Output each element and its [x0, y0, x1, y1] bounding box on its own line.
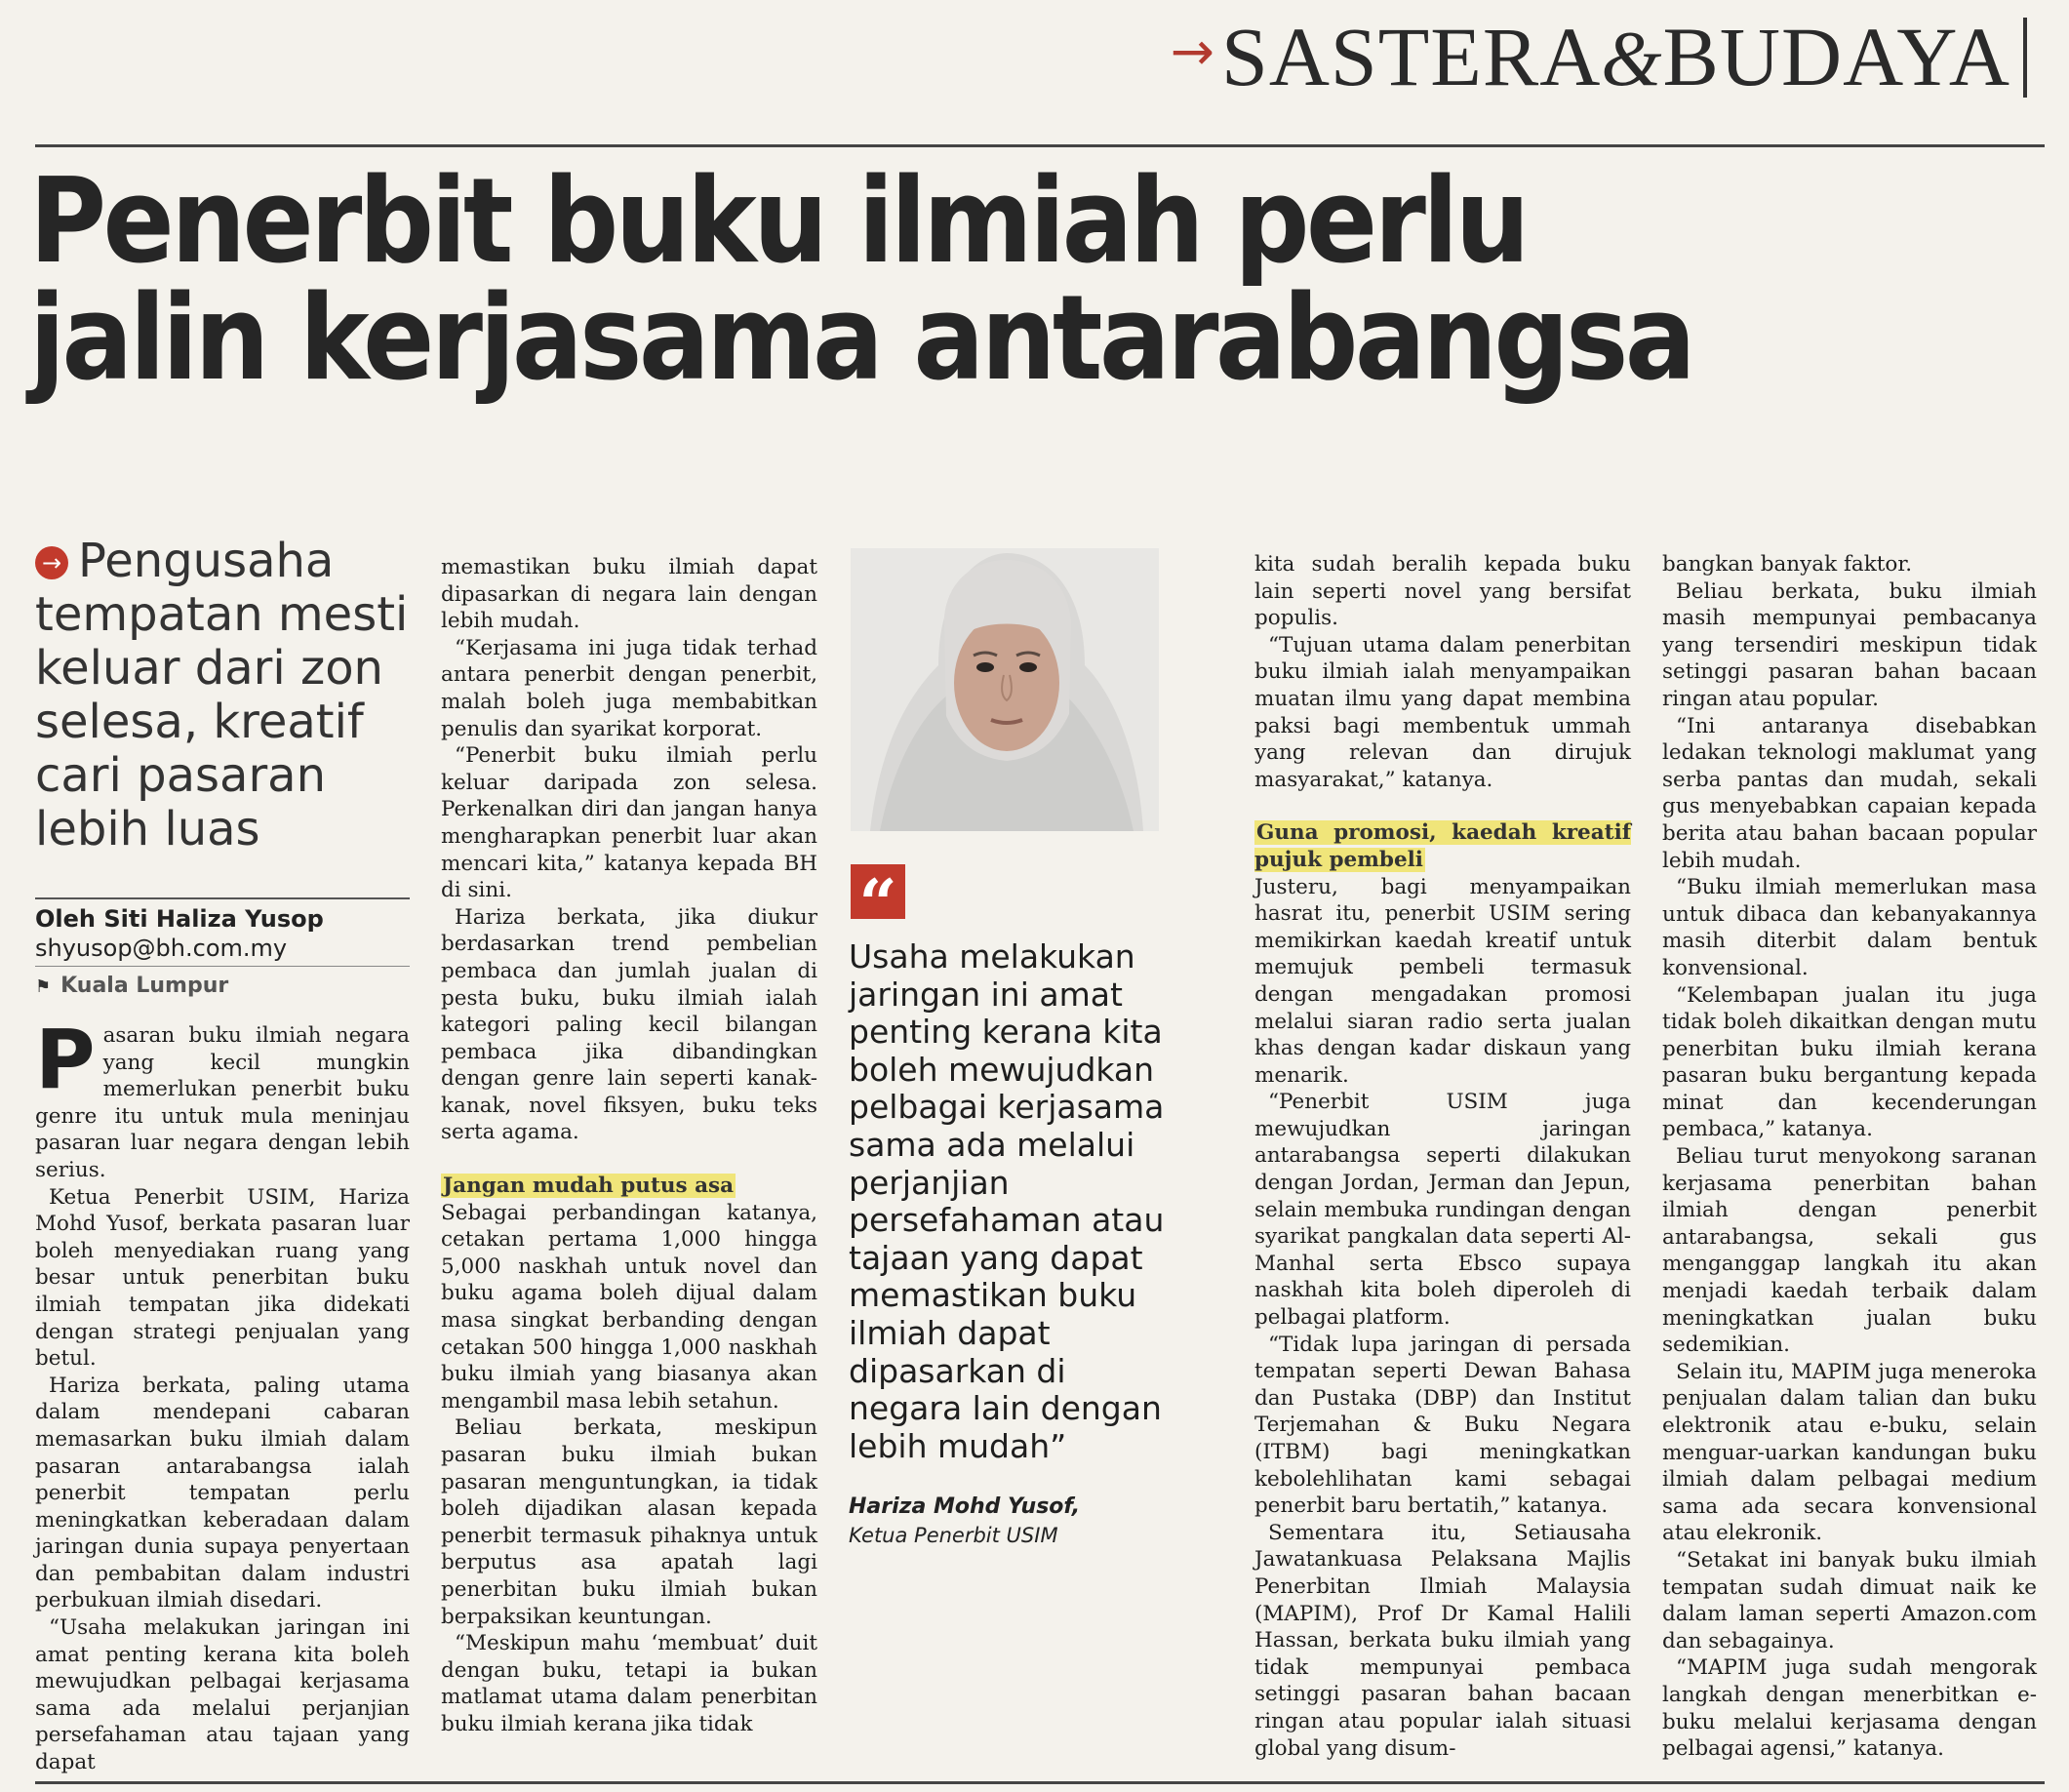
- flag-icon: ⚑: [35, 976, 52, 997]
- pull-quote-attribution-name: Hariza Mohd Yusof,: [849, 1494, 1081, 1519]
- paragraph: memastikan buku ilmiah dapat dipasarkan di negara lain dengan lebih mudah.: [441, 555, 817, 634]
- subheading-text: Guna promosi, kaedah kreatif pujuk pembeli: [1254, 820, 1631, 872]
- arrow-circle-icon: →: [35, 546, 68, 579]
- paragraph: kita sudah beralih kepada buku lain seperti novel yang bersifat populis.: [1254, 552, 1631, 631]
- section-name-right: BUDAYA: [1662, 10, 2010, 103]
- paragraph: “Usaha melakukan jaringan ini amat penting kerana kita boleh mewujudkan pelbagai kerjasama sama ada melalui perjanjian persefahaman atau tajaan yang dapat: [35, 1615, 410, 1775]
- paragraph: “Kelembapan jualan itu juga tidak boleh dikaitkan dengan mutu penerbitan buku ilmiah kerana pasaran buku bergantung kepada minat dan kecenderungan pembaca,” katanya.: [1662, 982, 2037, 1142]
- subheading: [1254, 819, 1631, 873]
- paragraph: “MAPIM juga sudah mengorak langkah dengan menerbitkan e-buku melalui kerjasama dengan pelbagai agensi,” katanya.: [1662, 1655, 2037, 1762]
- pull-quote-attribution-title: Ketua Penerbit USIM: [849, 1524, 1058, 1547]
- portrait-illustration: [851, 548, 1159, 831]
- dateline: [35, 974, 410, 998]
- paragraph: “Tujuan utama dalam penerbitan buku ilmiah ialah menyampaikan muatan ilmu yang dapat membina paksi bagi membentuk ummah yang relevan dan dirujuk masyarakat,” katanya.: [1254, 632, 1631, 792]
- paragraph: “Kerjasama ini juga tidak terhad antara penerbit dengan penerbit, malah boleh juga membabitkan penulis dan syarikat korporat.: [441, 635, 817, 741]
- paragraph: “Penerbit buku ilmiah perlu keluar daripada zon selesa. Perkenalkan diri dan jangan hanya mengharapkan penerbit luar akan mencari kita,” katanya kepada BH di sini.: [441, 743, 817, 903]
- section-divider: [2023, 18, 2027, 98]
- top-rule: [35, 144, 2045, 147]
- arrow-icon: →: [1170, 20, 1215, 82]
- paragraph: [35, 1012, 410, 1184]
- paragraph: “Penerbit USIM juga mewujudkan jaringan antarabangsa seperti dilakukan dengan Jordan, Jerman dan Jepun, selain membuka rundingan dengan syarikat pangkalan data seperti Al-Manhal serta Ebsco supaya naskhah kita boleh diperoleh di pelbagai platform.: [1254, 1090, 1631, 1331]
- paragraph: bangkan banyak faktor.: [1662, 552, 1913, 577]
- paragraph: Sementara itu, Setiausaha Jawatankuasa Pelaksana Majlis Penerbitan Ilmiah Malaysia (MAPIM), Prof Dr Kamal Halili Hassan, berkata buku ilmiah yang tidak mempunyai pembaca setinggi pasaran bahan bacaan ringan atau popular ialah situasi global yang disum-: [1254, 1520, 1631, 1761]
- paragraph: Beliau berkata, meskipun pasaran buku ilmiah bukan pasaran menguntungkan, ia tidak boleh dijadikan alasan kepada penerbit termasuk pihaknya untuk berputus asa apatah lagi penerbitan buku ilmiah bukan berpaksikan keuntungan.: [441, 1415, 817, 1629]
- paragraph: Justeru, bagi menyampaikan hasrat itu, penerbit USIM sering memikirkan kaedah kreatif untuk memujuk pembeli termasuk dengan mengadakan promosi melalui siaran radio serta jualan khas dengan kadar diskaun yang menarik.: [1254, 874, 1631, 1088]
- paragraph: “Buku ilmiah memerlukan masa untuk dibaca dan kebanyakannya masih diterbit dalam bentuk konvensional.: [1662, 875, 2037, 980]
- paragraph: “Setakat ini banyak buku ilmiah tempatan sudah dimuat naik ke dalam laman seperti Amazon.com dan sebagainya.: [1662, 1547, 2037, 1653]
- dateline-rule: [35, 966, 410, 967]
- article-column-1: [35, 1012, 410, 1776]
- paragraph: Hariza berkata, paling utama dalam mendepani cabaran memasarkan buku ilmiah dalam pasaran antarabangsa ialah penerbit tempatan perlu meningkatkan keberadaan dalam jaringan dunia supaya penyertaan dan pembabitan dalam industri perbukuan ilmiah disedari.: [35, 1373, 410, 1613]
- section-name-left: SASTERA: [1221, 10, 1602, 103]
- bottom-rule: [35, 1781, 2045, 1784]
- pull-quote: Usaha melakukan jaringan ini amat penting kerana kita boleh mewujudkan pelbagai kerjasama sama ada melalui perjanjian persefahaman atau tajaan yang dapat memastikan buku ilmiah dapat dipasarkan di negara lain dengan lebih mudah”: [849, 937, 1165, 1465]
- paragraph: Beliau berkata, buku ilmiah masih mempunyai pembacanya yang tersendiri meskipun tidak setinggi pasaran bahan bacaan ringan atau popular.: [1662, 578, 2037, 711]
- byline-rule: [35, 897, 410, 899]
- paragraph: Beliau turut menyokong saranan kerjasama penerbitan bahan ilmiah dengan penerbit antarabangsa, sekali gus menganggap langkah itu akan menjadi kaedah terbaik dalam meningkatkan jualan buku sedemikian.: [1662, 1144, 2037, 1358]
- subheading-text: Jangan mudah putus asa: [443, 1174, 735, 1199]
- headline-line-2: jalin kerjasama antarabangsa: [29, 271, 1693, 407]
- quote-mark-icon: [851, 864, 905, 943]
- section-ampersand: &: [1601, 17, 1663, 102]
- paragraph: “Meskipun mahu ‘membuat’ duit dengan buku, tetapi ia bukan matlamat utama dalam penerbitan buku ilmiah kerana jika tidak: [441, 1631, 817, 1736]
- quote-mark: “: [858, 865, 897, 943]
- paragraph-text: asaran buku ilmiah negara yang kecil mungkin memerlukan penerbit buku genre itu untuk mula meninjau pasaran luar negara dengan lebih serius.: [35, 1023, 410, 1182]
- subheading: [441, 1173, 817, 1200]
- portrait-photo: [851, 548, 1159, 831]
- headline: [29, 154, 1693, 407]
- deck: [35, 535, 416, 856]
- dropcap: P: [35, 1012, 96, 1107]
- paragraph: “Ini antaranya disebabkan ledakan teknologi maklumat yang serba pantas dan mudah, sekali gus menyebabkan capaian kepada berita atau bahan bacaan popular lebih mudah.: [1662, 713, 2037, 873]
- byline-author: Oleh Siti Haliza Yusop: [35, 905, 324, 933]
- dateline-text: Kuala Lumpur: [60, 974, 229, 998]
- headline-line-1: Penerbit buku ilmiah perlu: [29, 154, 1527, 290]
- section-label: [1170, 8, 2010, 103]
- paragraph: Selain itu, MAPIM juga meneroka penjualan dalam talian dan buku elektronik atau e-buku, selain menguar-uarkan kandungan buku ilmiah dalam pelbagai medium sama ada secara konvensional atau elekronik.: [1662, 1359, 2037, 1546]
- paragraph: Sebagai perbandingan katanya, cetakan pertama 1,000 hingga 5,000 naskhah untuk novel dan buku agama boleh dijual dalam masa singkat berbanding dengan cetakan 500 hingga 1,000 naskhah buku ilmiah yang biasanya akan mengambil masa lebih setahun.: [441, 1200, 817, 1414]
- paragraph: Hariza berkata, jika diukur berdasarkan trend pembelian pembaca dan jumlah jualan di pesta buku, buku ilmiah ialah kategori paling kecil bilangan pembaca jika dibandingkan dengan genre lain seperti kanak-kanak, novel fiksyen, buku teks serta agama.: [441, 904, 817, 1145]
- article-column-2: [441, 554, 817, 1738]
- paragraph: “Tidak lupa jaringan di persada tempatan seperti Dewan Bahasa dan Pustaka (DBP) dan Institut Terjemahan & Buku Negara (ITBM) bagi meningkatkan kebolehlihatan kami sebagai penerbit baru bertatih,” katanya.: [1254, 1332, 1631, 1519]
- byline-email: shyusop@bh.com.my: [35, 935, 288, 962]
- article-column-4: [1254, 551, 1631, 1762]
- deck-text: Pengusaha tempatan mesti keluar dari zon selesa, kreatif cari pasaran lebih luas: [35, 534, 409, 856]
- article-column-5: [1662, 551, 2037, 1763]
- paragraph: Ketua Penerbit USIM, Hariza Mohd Yusof, berkata pasaran luar boleh menyediakan ruang yang besar untuk penerbitan buku ilmiah tempatan jika didekati dengan strategi penjualan yang betul.: [35, 1184, 410, 1372]
